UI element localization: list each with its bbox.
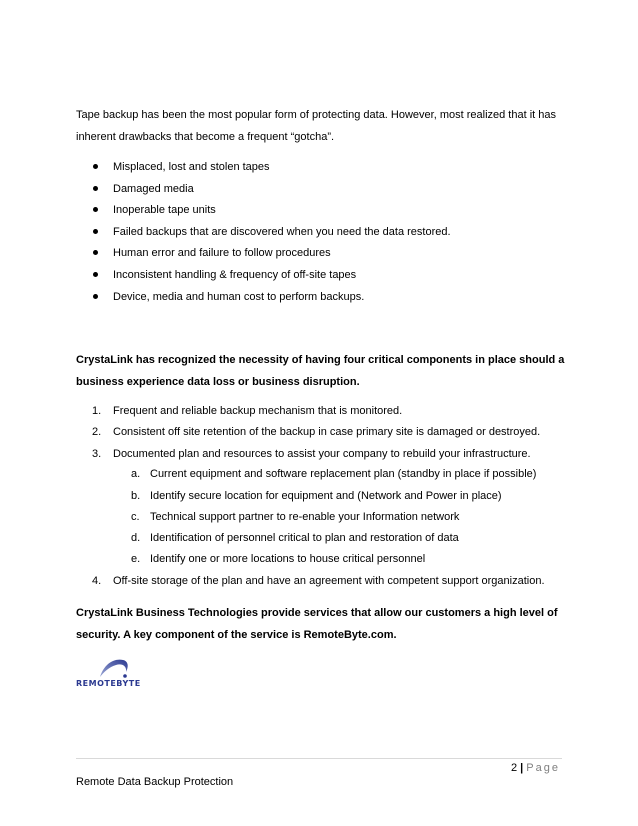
list-item: Device, media and human cost to perform backups.	[113, 291, 365, 303]
list-item: Damaged media	[113, 183, 194, 195]
list-item: Misplaced, lost and stolen tapes	[113, 161, 270, 173]
list-item: Inoperable tape units	[113, 204, 216, 216]
bullet-icon	[93, 250, 98, 255]
closing-paragraph: CrystaLink Business Technologies provide services that allow our customers a high level of security. A key component of the service is RemoteByte.com.	[76, 607, 558, 641]
list-item: Identify one or more locations to house critical personnel	[150, 553, 426, 565]
page-label: Page	[526, 762, 560, 774]
list-item: Technical support partner to re-enable your Information network	[150, 511, 460, 523]
list-item: Human error and failure to follow procedures	[113, 247, 331, 259]
list-marker: 1.	[92, 405, 102, 417]
bullet-icon	[93, 207, 98, 212]
list-marker: d.	[131, 532, 141, 544]
list-marker: 4.	[92, 575, 102, 587]
bullet-icon	[93, 272, 98, 277]
list-item: Frequent and reliable backup mechanism that is monitored.	[113, 405, 403, 417]
section-heading: CrystaLink has recognized the necessity of having four critical components in place should a business experience data loss or business disruption.	[76, 354, 565, 388]
list-marker: b.	[131, 490, 141, 502]
logo-wordmark: REMOTEBYTE	[76, 679, 141, 688]
list-item: Off-site storage of the plan and have an agreement with competent support organization.	[113, 575, 545, 587]
list-marker: 2.	[92, 426, 102, 438]
intro-paragraph: Tape backup has been the most popular form of protecting data. However, most realized that it has inherent drawbacks that become a frequent “gotcha”.	[76, 109, 556, 143]
bullet-icon	[93, 186, 98, 191]
list-item: Consistent off site retention of the backup in case primary site is damaged or destroyed.	[113, 426, 541, 438]
list-item: Inconsistent handling & frequency of off-site tapes	[113, 269, 357, 281]
list-item: Identification of personnel critical to plan and restoration of data	[150, 532, 459, 544]
bullet-icon	[93, 229, 98, 234]
page-number-value: 2	[510, 762, 518, 774]
list-item: Current equipment and software replacement plan (standby in place if possible)	[150, 468, 537, 480]
list-marker: 3.	[92, 448, 102, 460]
page-number	[511, 761, 560, 775]
footer-title: Remote Data Backup Protection	[76, 776, 234, 788]
list-item: Identify secure location for equipment and (Network and Power in place)	[150, 490, 502, 502]
remotebyte-logo	[76, 652, 142, 694]
bullet-icon	[93, 294, 98, 299]
footer-divider	[76, 758, 562, 759]
list-item: Failed backups that are discovered when you need the data restored.	[113, 226, 451, 238]
list-item: Documented plan and resources to assist your company to rebuild your infrastructure.	[113, 448, 531, 460]
list-marker: a.	[131, 468, 141, 480]
page-separator: |	[520, 762, 524, 774]
bullet-icon	[93, 164, 98, 169]
list-marker: e.	[131, 553, 141, 565]
list-marker: c.	[131, 511, 140, 523]
